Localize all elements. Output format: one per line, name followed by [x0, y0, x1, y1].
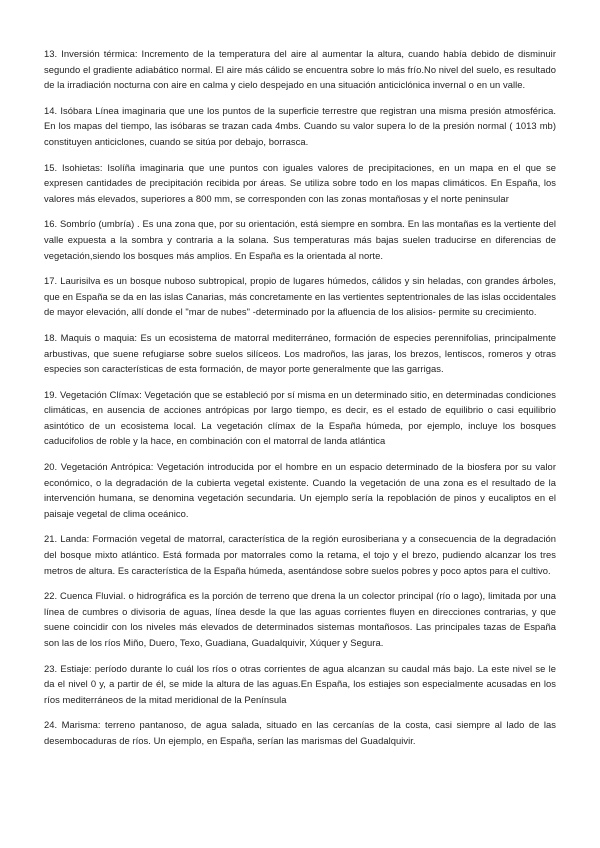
- glossary-entry-14: 14. Isóbara Línea imaginaria que une los puntos de la superficie terrestre que registran una misma presión atmosférica. En los mapas del tiempo, las isóbaras se trazan cada 4mbs. Cuando su valor supera lo de la presión normal ( 1013 mb) constituyen anticiclones, cuando se sitúa por debajo, borrasca.: [44, 104, 556, 147]
- glossary-entry-17: 17. Laurisilva es un bosque nuboso subtropical, propio de lugares húmedos, cálidos y sin heladas, con grandes árboles, que en España se da en las islas Canarias, más concretamente en las vertientes septentrionales de las islas occidentales de mayor elevación, allí donde el "mar de nubes" -determinado por la afluencia de los alisios- permite su crecimiento.: [44, 275, 557, 318]
- glossary-entry-13: 13. Inversión térmica: Incremento de la temperatura del aire al aumentar la altura, cuando había debido de disminuir segundo el gradiente adiabático normal. El aire más cálido se encuentra sobre lo más frío.No nivel del suelo, es resultado de la irradiación nocturna con aire en calma y cielo despejado en una situación anticiclónica invernal o en un valle.: [44, 48, 556, 91]
- glossary-entry-16: 16. Sombrío (umbría) . Es una zona que, por su orientación, está siempre en sombra. En las montañas es la vertiente del valle expuesta a la sombra y contraria a la solana. Sus temperaturas más bajas suelen traducirse en diferencias de vegetación,siendo los bosques más amplios. En España es la orientada al norte.: [44, 218, 556, 261]
- glossary-body: [44, 46, 556, 759]
- glossary-entry-21: 21. Landa: Formación vegetal de matorral, característica de la región eurosiberiana y a consecuencia de la degradación del bosque mixto atlántico. Está formada por matorrales como la retama, el tojo y el brezo, pudiendo alcanzar los tres metros de altura. Es característica de la España húmeda, asentándose sobre suelos pobres y poco aptos para el cultivo.: [44, 533, 556, 576]
- glossary-entry-22: 22. Cuenca Fluvial. o hidrográfica es la porción de terreno que drena la un colector principal (río o lago), limitada por una línea de cumbres o divisoria de aguas, línea desde la que las aguas corrientes fluyen en direcciones contrarias, y que suene coincidir con los niveles más elevados de determinados sistemas montañosos. Las principales tazas de España son las de los ríos Miño, Duero, Texo, Guadiana, Guadalquivir, Xúquer y Segura.: [44, 590, 556, 648]
- glossary-entry-18: 18. Maquis o maquia: Es un ecosistema de matorral mediterráneo, formación de especies perennifolias, principalmente arbustivas, que suene refugiarse sobre suelos silíceos. Los madroños, las jaras, los brezos, lentiscos, romeros y otras especies son características de esta formación, de mayor porte generalmente que las garrigas.: [44, 331, 556, 375]
- glossary-entry-19: 19. Vegetación Clímax: Vegetación que se estableció por sí misma en un determinado sitio, en determinadas condiciones climáticas, en ausencia de acciones antrópicas por largo tiempo, es decir, es el estado de equilibrio o casi equilibrio asintótico de un ecosistema local. La vegetación clímax de la España húmeda, por ejemplo, incluye los bosques caducifolios de roble y la hace, en combinación con el matorral de landa atlántica: [44, 388, 556, 447]
- glossary-entry-15: 15. Isohietas: Isolíña imaginaria que une puntos con iguales valores de precipitaciones, en un mapa en el que se expresen cantidades de precipitación recibida por áreas. Se utiliza sobre todo en los mapas climáticos. En España, los valores más elevados, superiores a 800 mm, se corresponden con las zonas montañosas y el norte peninsular: [44, 161, 556, 204]
- glossary-entry-20: 20. Vegetación Antrópica: Vegetación introducida por el hombre en un espacio determinado de la biosfera por su valor económico, o la degradación de la cubierta vegetal existente. Cuando la vegetación de una zona es el resultado de la intervención humana, se denomina vegetación secundaria. Un ejemplo sería la repoblación de pinos y eucaliptos en el paisaje vegetal de clima oceánico.: [44, 461, 556, 519]
- glossary-entry-23: 23. Estiaje: período durante lo cuál los ríos o otras corrientes de agua alcanzan su caudal más bajo. La este nivel se le da el nivel 0 y, a partir de él, se mide la altura de las aguas.En España, los estiajes son especialmente acusadas en los ríos mediterráneos de la mitad meridional de la Península: [44, 662, 556, 705]
- glossary-entry-24: 24. Marisma: terreno pantanoso, de agua salada, situado en las cercanías de la costa, casi siempre al lado de las desembocaduras de ríos. Un ejemplo, en España, serían las marismas del Guadalquivir.: [44, 719, 556, 746]
